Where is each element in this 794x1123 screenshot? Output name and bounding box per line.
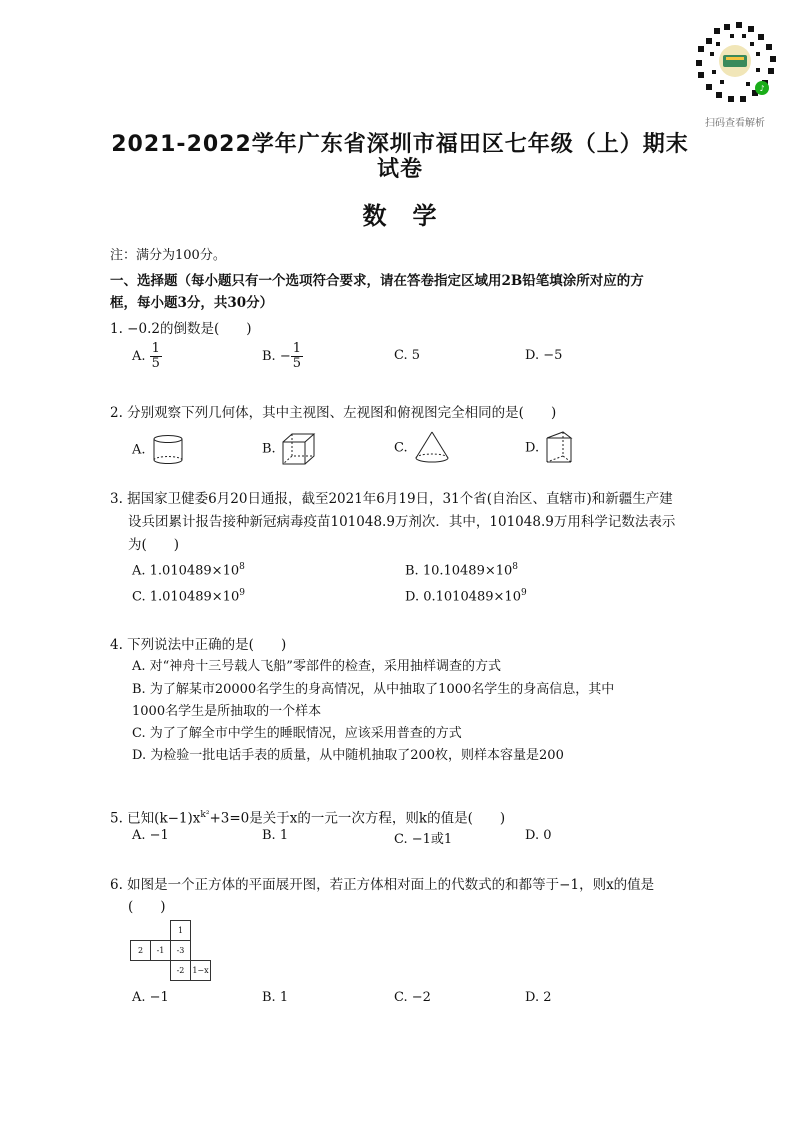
q3-option-c[interactable] bbox=[132, 588, 245, 604]
qr-caption: 扫码查看解析 bbox=[705, 118, 765, 129]
q2-option-b-label: B. bbox=[262, 441, 276, 457]
question-3-line2: 设兵团累计报告接种新冠病毒疫苗101048.9万剂次．其中，101048.9万用科学记数法表示 bbox=[128, 514, 676, 530]
question-6-line2: ( ) bbox=[128, 899, 166, 915]
q3-option-b-text: B. 10.10489×10 bbox=[405, 563, 513, 579]
q1-option-c[interactable]: C. 5 bbox=[394, 348, 421, 363]
exponent: 9 bbox=[239, 588, 245, 598]
question-3-line1: 3. 据国家卫健委6月20日通报，截至2021年6月19日，31个省(自治区、直辖市)和新疆生产建 bbox=[110, 491, 673, 507]
page-title-line2: 试卷 bbox=[376, 157, 423, 182]
q5-stem-part2: +3=0是关于x的一元一次方程，则k的值是( ) bbox=[209, 810, 506, 827]
net-cell: -2 bbox=[171, 961, 191, 981]
q4-option-a[interactable]: A. 对“神舟十三号载人飞船”零部件的检查，采用抽样调查的方式 bbox=[132, 659, 501, 674]
q2-option-a[interactable] bbox=[132, 434, 186, 466]
question-5-stem bbox=[110, 804, 505, 830]
q3-option-a[interactable] bbox=[132, 562, 245, 578]
question-4-stem: 4. 下列说法中正确的是( ) bbox=[110, 637, 287, 653]
exponent: 9 bbox=[520, 588, 527, 598]
q3-option-b[interactable] bbox=[405, 562, 518, 578]
net-cell: 2 bbox=[131, 941, 151, 961]
q2-option-c-label: C. bbox=[394, 440, 408, 456]
net-cell: 1−x bbox=[191, 961, 211, 981]
q5-option-c[interactable]: C. −1或1 bbox=[394, 832, 453, 847]
q2-option-a-label: A. bbox=[132, 442, 146, 458]
numerator: 1 bbox=[292, 341, 301, 356]
q4-option-b-cont: 1000名学生是所抽取的一个样本 bbox=[132, 704, 322, 719]
q1-option-d[interactable]: D. −5 bbox=[525, 348, 563, 363]
q6-option-c[interactable]: C. −2 bbox=[394, 990, 431, 1005]
q5-option-b[interactable]: B. 1 bbox=[262, 828, 289, 843]
exponent: k² bbox=[200, 810, 210, 820]
net-cell: 1 bbox=[171, 921, 191, 941]
section-heading-line2: 框，每小题3分，共30分） bbox=[110, 295, 274, 311]
q3-option-d[interactable] bbox=[405, 588, 527, 604]
q2-option-d-label: D. bbox=[525, 440, 540, 456]
q6-option-d[interactable]: D. 2 bbox=[525, 990, 552, 1005]
question-6-line1: 6. 如图是一个正方体的平面展开图，若正方体相对面上的代数式的和都等于−1，则x的值是 bbox=[110, 877, 655, 893]
q1-option-a-label: A. bbox=[132, 349, 146, 364]
q5-stem-part1: 5. 已知(k−1)x bbox=[110, 810, 201, 827]
fraction bbox=[150, 342, 162, 371]
score-note: 注：满分为100分。 bbox=[110, 248, 226, 263]
q5-option-d[interactable]: D. 0 bbox=[525, 828, 552, 843]
q3-option-d-text: D. 0.1010489×10 bbox=[405, 589, 521, 605]
denominator: 5 bbox=[292, 356, 301, 371]
question-1-stem: 1. −0.2的倒数是( ) bbox=[110, 321, 252, 337]
exponent: 8 bbox=[239, 562, 245, 572]
q1-option-b-label: B. − bbox=[262, 349, 291, 364]
q1-option-a[interactable] bbox=[132, 342, 162, 371]
page-title: 2021-2022学年广东省深圳市福田区七年级（上）期末 bbox=[111, 132, 689, 157]
fraction bbox=[291, 342, 303, 371]
subject-title: 数 学 bbox=[362, 202, 438, 230]
cylinder-icon bbox=[150, 434, 186, 466]
q2-option-d[interactable] bbox=[525, 430, 577, 466]
question-2-stem: 2. 分别观察下列几何体，其中主视图、左视图和俯视图完全相同的是( ) bbox=[110, 405, 557, 421]
net-cell: -1 bbox=[151, 941, 171, 961]
cone-icon bbox=[412, 430, 452, 466]
question-3-line3: 为( ) bbox=[128, 537, 180, 553]
q5-option-a[interactable]: A. −1 bbox=[132, 828, 169, 843]
qr-code-image bbox=[690, 16, 780, 106]
q4-option-b[interactable]: B. 为了解某市20000名学生的身高情况，从中抽取了1000名学生的身高信息，其中 bbox=[132, 682, 615, 697]
q2-option-b[interactable] bbox=[262, 432, 318, 466]
svg-text:♪: ♪ bbox=[759, 84, 765, 93]
cube-icon bbox=[280, 432, 318, 466]
section-heading: 一、选择题（每小题只有一个选项符合要求，请在答卷指定区域用2B铅笔填涂所对应的方 bbox=[110, 273, 644, 289]
numerator: 1 bbox=[151, 341, 160, 356]
q3-option-c-text: C. 1.010489×10 bbox=[132, 589, 240, 605]
triangular-prism-icon bbox=[543, 430, 577, 466]
q4-option-d[interactable]: D. 为检验一批电话手表的质量，从中随机抽取了200枚，则样本容量是200 bbox=[132, 748, 564, 763]
net-cell: -3 bbox=[171, 941, 191, 961]
denominator: 5 bbox=[151, 356, 160, 371]
q4-option-c[interactable]: C. 为了了解全市中学生的睡眠情况，应该采用普查的方式 bbox=[132, 726, 462, 741]
q6-option-a[interactable]: A. −1 bbox=[132, 990, 169, 1005]
qr-code[interactable] bbox=[690, 16, 780, 129]
q1-option-b[interactable] bbox=[262, 342, 303, 371]
q3-option-a-text: A. 1.010489×10 bbox=[132, 563, 240, 579]
exponent: 8 bbox=[512, 562, 519, 572]
q2-option-c[interactable] bbox=[394, 430, 452, 466]
q6-option-b[interactable]: B. 1 bbox=[262, 990, 289, 1005]
cube-net-figure bbox=[130, 920, 211, 981]
